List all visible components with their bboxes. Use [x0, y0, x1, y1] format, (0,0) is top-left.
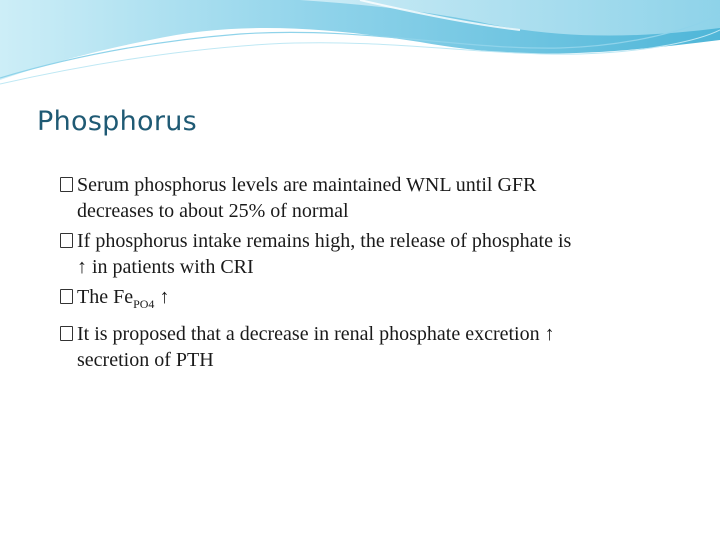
bullet-list [58, 172, 698, 377]
missing-glyph-box-icon [60, 326, 73, 341]
bullet-2-line-2: in patients with CRI [87, 256, 254, 278]
up-arrow-icon: ↑ [77, 256, 87, 278]
missing-glyph-box-icon [60, 177, 73, 192]
bullet-1-line-2: decreases to about 25% of normal [77, 200, 349, 222]
missing-glyph-box-icon [60, 233, 73, 248]
bullet-item-4 [58, 321, 698, 373]
header-wave-decoration [0, 0, 720, 90]
bullet-4-line-2: secretion of PTH [77, 349, 214, 371]
up-arrow-icon: ↑ [544, 323, 555, 345]
bullet-1-line-1: Serum phosphorus levels are maintained WNL until GFR [77, 174, 537, 196]
bullet-item-2 [58, 228, 698, 280]
bullet-3-subscript: PO4 [133, 297, 155, 311]
bullet-item-1 [58, 172, 698, 224]
bullet-3-prefix: The Fe [77, 286, 134, 308]
bullet-4-line-1: It is proposed that a decrease in renal phosphate excretion [77, 323, 540, 345]
missing-glyph-box-icon [60, 289, 73, 304]
bullet-2-line-1: If phosphorus intake remains high, the release of phosphate is [77, 230, 572, 252]
slide-title: Phosphorus [37, 106, 198, 137]
bullet-item-3 [58, 284, 698, 317]
up-arrow-icon: ↑ [159, 286, 170, 308]
